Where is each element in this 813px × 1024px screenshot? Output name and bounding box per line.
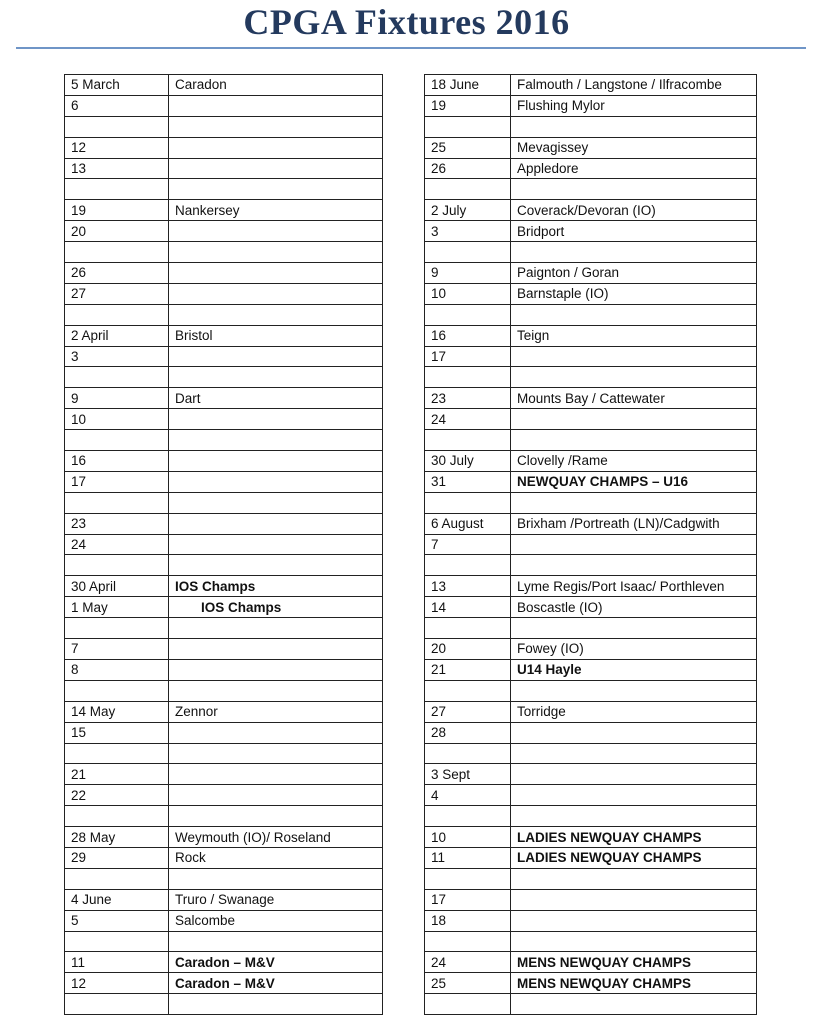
fixture-row (65, 430, 383, 451)
fixture-event: Fowey (IO) (511, 639, 757, 660)
fixture-date: 29 (65, 847, 169, 868)
fixture-date (65, 116, 169, 137)
fixture-date: 22 (65, 785, 169, 806)
fixture-event (169, 639, 383, 660)
fixture-date: 7 (425, 534, 511, 555)
fixture-date: 2 July (425, 200, 511, 221)
fixture-date: 17 (425, 889, 511, 910)
fixture-date: 19 (425, 95, 511, 116)
fixture-row (425, 618, 757, 639)
fixtures-table-right (424, 74, 757, 1015)
fixture-event: Flushing Mylor (511, 95, 757, 116)
fixture-row (65, 618, 383, 639)
fixture-row (65, 973, 383, 994)
fixture-event (169, 680, 383, 701)
fixture-event: Lyme Regis/Port Isaac/ Porthleven (511, 576, 757, 597)
fixture-event (169, 283, 383, 304)
fixture-date: 3 Sept (425, 764, 511, 785)
fixture-event (511, 242, 757, 263)
fixture-row (65, 889, 383, 910)
fixture-row (65, 701, 383, 722)
fixture-row (425, 868, 757, 889)
fixture-row (425, 847, 757, 868)
fixture-date (425, 555, 511, 576)
fixture-date (425, 116, 511, 137)
fixture-event (169, 492, 383, 513)
fixture-event (169, 743, 383, 764)
fixture-event (511, 743, 757, 764)
fixture-date (425, 931, 511, 952)
fixture-row (65, 534, 383, 555)
fixture-row (65, 806, 383, 827)
fixture-date: 14 May (65, 701, 169, 722)
fixture-date: 5 (65, 910, 169, 931)
fixture-event: Barnstaple (IO) (511, 283, 757, 304)
fixture-row (65, 639, 383, 660)
fixture-row (425, 283, 757, 304)
fixture-date: 11 (425, 847, 511, 868)
fixture-date (425, 430, 511, 451)
fixture-row (425, 158, 757, 179)
fixture-event (169, 555, 383, 576)
fixture-date (425, 618, 511, 639)
fixture-row (65, 492, 383, 513)
fixture-event (169, 868, 383, 889)
fixture-date (425, 868, 511, 889)
fixture-row (65, 680, 383, 701)
fixture-event: Mevagissey (511, 137, 757, 158)
fixture-event (169, 221, 383, 242)
fixture-row (65, 471, 383, 492)
fixture-event: Boscastle (IO) (511, 597, 757, 618)
fixture-date: 10 (425, 827, 511, 848)
fixture-row (65, 263, 383, 284)
fixture-date: 27 (425, 701, 511, 722)
fixture-row (425, 492, 757, 513)
fixture-row (65, 513, 383, 534)
fixture-date: 10 (425, 283, 511, 304)
fixture-row (425, 513, 757, 534)
fixture-date (65, 931, 169, 952)
fixture-date (65, 994, 169, 1015)
fixture-event (511, 910, 757, 931)
fixture-date (65, 868, 169, 889)
fixture-date (65, 743, 169, 764)
fixture-row (425, 179, 757, 200)
fixture-date (65, 304, 169, 325)
fixture-date: 8 (65, 659, 169, 680)
fixture-row (425, 701, 757, 722)
fixture-row (65, 283, 383, 304)
fixture-date: 24 (425, 952, 511, 973)
fixture-event (169, 785, 383, 806)
fixture-event (169, 534, 383, 555)
fixture-date: 9 (65, 388, 169, 409)
fixture-row (65, 346, 383, 367)
fixture-event: MENS NEWQUAY CHAMPS (511, 973, 757, 994)
fixture-row (425, 221, 757, 242)
fixture-row (425, 576, 757, 597)
fixture-date: 31 (425, 471, 511, 492)
fixture-date (425, 179, 511, 200)
fixture-date: 16 (65, 451, 169, 472)
fixture-event (169, 806, 383, 827)
fixture-date: 26 (425, 158, 511, 179)
fixture-row (65, 75, 383, 96)
fixture-row (425, 137, 757, 158)
fixture-event: Weymouth (IO)/ Roseland (169, 827, 383, 848)
fixture-event: Bristol (169, 325, 383, 346)
fixture-row (425, 743, 757, 764)
fixture-date: 9 (425, 263, 511, 284)
fixture-date (65, 555, 169, 576)
fixture-row (65, 785, 383, 806)
fixture-event: Zennor (169, 701, 383, 722)
fixture-date (425, 304, 511, 325)
fixture-date: 2 April (65, 325, 169, 346)
fixture-date: 3 (65, 346, 169, 367)
fixture-event (511, 618, 757, 639)
fixture-row (65, 95, 383, 116)
fixture-event: Teign (511, 325, 757, 346)
fixture-row (65, 388, 383, 409)
fixture-date (65, 618, 169, 639)
fixture-row (425, 325, 757, 346)
fixture-row (425, 263, 757, 284)
fixture-row (65, 555, 383, 576)
title-divider (16, 47, 806, 49)
fixture-row (65, 764, 383, 785)
fixture-row (425, 597, 757, 618)
fixture-row (65, 451, 383, 472)
fixture-event (511, 430, 757, 451)
fixture-event (511, 931, 757, 952)
fixture-date: 16 (425, 325, 511, 346)
fixture-row (65, 221, 383, 242)
fixture-row (65, 367, 383, 388)
fixture-date (425, 743, 511, 764)
fixture-event (169, 430, 383, 451)
fixture-row (425, 952, 757, 973)
fixture-event (511, 994, 757, 1015)
fixture-event (169, 242, 383, 263)
fixture-row (425, 242, 757, 263)
fixture-row (425, 388, 757, 409)
fixture-event (511, 680, 757, 701)
fixture-event (511, 534, 757, 555)
fixture-event (511, 367, 757, 388)
fixture-date: 4 June (65, 889, 169, 910)
fixture-date: 30 July (425, 451, 511, 472)
fixture-row (65, 931, 383, 952)
fixture-event: Clovelly /Rame (511, 451, 757, 472)
fixture-date: 19 (65, 200, 169, 221)
fixture-row (65, 409, 383, 430)
fixture-row (425, 95, 757, 116)
fixture-row (425, 764, 757, 785)
fixture-date: 30 April (65, 576, 169, 597)
fixture-row (65, 116, 383, 137)
fixture-event (511, 785, 757, 806)
fixture-row (425, 451, 757, 472)
fixture-date (65, 179, 169, 200)
fixture-date (65, 806, 169, 827)
fixture-event (511, 889, 757, 910)
fixture-row (425, 346, 757, 367)
fixture-date: 17 (425, 346, 511, 367)
fixture-event (511, 304, 757, 325)
fixture-event (511, 492, 757, 513)
fixture-event (511, 764, 757, 785)
fixture-event: Falmouth / Langstone / Ilfracombe (511, 75, 757, 96)
fixture-date: 7 (65, 639, 169, 660)
fixture-row (425, 200, 757, 221)
fixture-date: 20 (65, 221, 169, 242)
fixture-event (169, 764, 383, 785)
fixture-date: 18 June (425, 75, 511, 96)
fixture-event (169, 179, 383, 200)
fixture-row (65, 179, 383, 200)
fixture-date (65, 680, 169, 701)
fixture-row (425, 994, 757, 1015)
fixture-row (65, 827, 383, 848)
fixture-date (65, 367, 169, 388)
fixture-date (425, 806, 511, 827)
fixture-event (169, 263, 383, 284)
fixture-row (425, 910, 757, 931)
fixture-event (169, 137, 383, 158)
fixture-row (425, 931, 757, 952)
fixture-row (425, 889, 757, 910)
fixture-event: Appledore (511, 158, 757, 179)
fixture-row (425, 827, 757, 848)
fixture-event: LADIES NEWQUAY CHAMPS (511, 847, 757, 868)
fixture-row (425, 75, 757, 96)
fixture-row (65, 576, 383, 597)
fixture-event (169, 659, 383, 680)
fixture-date: 28 (425, 722, 511, 743)
fixture-event: Caradon – M&V (169, 952, 383, 973)
fixture-date: 11 (65, 952, 169, 973)
fixture-date: 4 (425, 785, 511, 806)
fixture-row (425, 430, 757, 451)
fixture-event: MENS NEWQUAY CHAMPS (511, 952, 757, 973)
fixture-event: Torridge (511, 701, 757, 722)
fixtures-table-left (64, 74, 383, 1015)
fixture-row (425, 409, 757, 430)
fixture-row (425, 785, 757, 806)
fixture-row (425, 471, 757, 492)
fixture-date: 26 (65, 263, 169, 284)
fixture-row (425, 555, 757, 576)
fixture-row (425, 973, 757, 994)
fixture-date: 1 May (65, 597, 169, 618)
fixture-row (425, 116, 757, 137)
fixture-event (511, 116, 757, 137)
fixture-event (511, 555, 757, 576)
fixture-date: 5 March (65, 75, 169, 96)
fixture-date: 24 (65, 534, 169, 555)
fixture-row (65, 868, 383, 889)
fixture-row (65, 910, 383, 931)
fixture-date: 3 (425, 221, 511, 242)
fixture-row (65, 722, 383, 743)
fixture-row (65, 200, 383, 221)
fixture-event (169, 513, 383, 534)
fixture-event: Truro / Swanage (169, 889, 383, 910)
fixture-row (425, 680, 757, 701)
fixture-row (425, 367, 757, 388)
fixture-event: Bridport (511, 221, 757, 242)
fixture-event: IOS Champs (169, 576, 383, 597)
fixture-event: Caradon (169, 75, 383, 96)
fixture-row (65, 158, 383, 179)
fixture-event (511, 806, 757, 827)
fixture-event (169, 304, 383, 325)
fixture-event (169, 409, 383, 430)
fixture-event: Brixham /Portreath (LN)/Cadgwith (511, 513, 757, 534)
fixture-date (425, 242, 511, 263)
fixture-event (511, 346, 757, 367)
fixture-date: 23 (425, 388, 511, 409)
fixture-event: Mounts Bay / Cattewater (511, 388, 757, 409)
fixture-event (169, 367, 383, 388)
fixture-event (511, 179, 757, 200)
fixture-event (169, 994, 383, 1015)
fixture-row (65, 994, 383, 1015)
fixture-row (425, 722, 757, 743)
fixture-date: 14 (425, 597, 511, 618)
fixture-event (169, 618, 383, 639)
fixture-event: Caradon – M&V (169, 973, 383, 994)
fixture-event (169, 931, 383, 952)
fixture-row (425, 304, 757, 325)
fixture-date: 13 (65, 158, 169, 179)
fixture-event: Coverack/Devoran (IO) (511, 200, 757, 221)
fixture-event (169, 346, 383, 367)
fixture-date (65, 492, 169, 513)
fixture-date: 6 (65, 95, 169, 116)
fixture-row (65, 743, 383, 764)
fixture-event: Dart (169, 388, 383, 409)
fixture-event: NEWQUAY CHAMPS – U16 (511, 471, 757, 492)
fixture-date (425, 680, 511, 701)
fixture-row (65, 304, 383, 325)
fixture-date: 21 (65, 764, 169, 785)
fixture-date (65, 430, 169, 451)
fixture-event (511, 868, 757, 889)
fixture-event (511, 722, 757, 743)
fixture-event (169, 116, 383, 137)
fixture-date: 12 (65, 973, 169, 994)
fixture-event (169, 95, 383, 116)
page-title: CPGA Fixtures 2016 (243, 2, 570, 42)
fixture-date: 24 (425, 409, 511, 430)
fixture-row (65, 137, 383, 158)
fixture-row (425, 659, 757, 680)
fixture-date (425, 994, 511, 1015)
fixture-date: 18 (425, 910, 511, 931)
fixture-row (65, 325, 383, 346)
fixture-date: 28 May (65, 827, 169, 848)
fixture-date: 25 (425, 973, 511, 994)
fixture-row (425, 639, 757, 660)
fixture-event (511, 409, 757, 430)
fixture-row (65, 597, 383, 618)
fixture-event (169, 722, 383, 743)
fixture-event: IOS Champs (169, 597, 383, 618)
fixture-date (425, 492, 511, 513)
fixture-date: 13 (425, 576, 511, 597)
fixture-row (65, 952, 383, 973)
fixture-event: Nankersey (169, 200, 383, 221)
fixture-date: 23 (65, 513, 169, 534)
fixture-event (169, 158, 383, 179)
fixture-date: 12 (65, 137, 169, 158)
fixture-event (169, 471, 383, 492)
fixture-event: Paignton / Goran (511, 263, 757, 284)
fixture-date (425, 367, 511, 388)
fixture-date: 15 (65, 722, 169, 743)
fixture-event (169, 451, 383, 472)
fixture-date: 25 (425, 137, 511, 158)
fixture-row (425, 806, 757, 827)
fixture-date: 21 (425, 659, 511, 680)
fixture-date: 6 August (425, 513, 511, 534)
fixture-date: 17 (65, 471, 169, 492)
fixture-row (65, 847, 383, 868)
fixture-date (65, 242, 169, 263)
fixture-date: 20 (425, 639, 511, 660)
fixture-event: LADIES NEWQUAY CHAMPS (511, 827, 757, 848)
fixture-row (65, 242, 383, 263)
fixture-row (425, 534, 757, 555)
fixture-date: 27 (65, 283, 169, 304)
fixture-event: U14 Hayle (511, 659, 757, 680)
fixture-event: Rock (169, 847, 383, 868)
fixture-row (65, 659, 383, 680)
fixture-event: Salcombe (169, 910, 383, 931)
fixture-date: 10 (65, 409, 169, 430)
